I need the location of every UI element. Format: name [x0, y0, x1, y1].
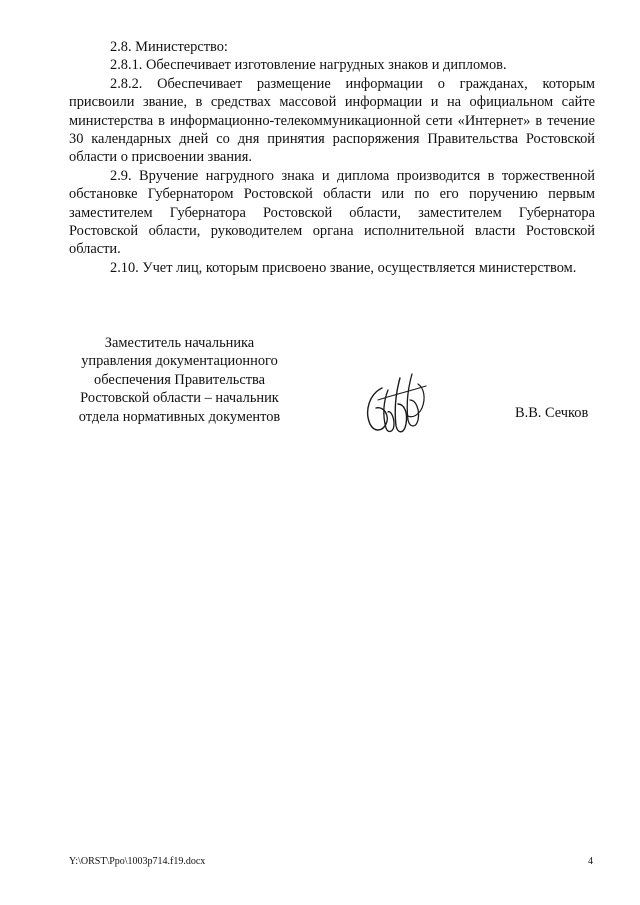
paragraph-2-10: 2.10. Учет лиц, которым присвоено звание, осуществляется министерством. — [110, 259, 577, 276]
signatory-position — [57, 334, 302, 426]
page-number: 4 — [588, 856, 593, 867]
document-body — [69, 38, 595, 277]
footer-file-path: Y:\ORST\Ppo\1003p714.f19.docx — [69, 856, 206, 867]
handwritten-signature — [360, 370, 440, 440]
paragraph-2-8-2: 2.8.2. Обеспечивает размещение информации о гражданах, которым присвоили звание, в средствах массовой информации и на официальном сайте министерства в информационно-телекоммуникационной сети «Интернет» в течение 30 календарных дней со дня принятия распоряжения Правительства Ростовской области о присвоении звания. — [69, 75, 595, 166]
signatory-position-line: отдела нормативных документов — [78, 408, 281, 425]
paragraph-2-9: 2.9. Вручение нагрудного знака и диплома производится в торжественной обстановке Губернатором Ростовской области или по его поручению первым заместителем Губернатора Ростовской области, заместителем Губернатора Ростовской области, руководителем органа исполнительной власти Ростовской области. — [69, 167, 595, 258]
signatory-name: В.В. Сечков — [515, 405, 589, 421]
paragraph-2-8: 2.8. Министерство: — [110, 39, 228, 55]
signatory-position-line: Ростовской области – начальник — [80, 390, 279, 407]
signatory-position-line: управления документационного — [81, 353, 278, 370]
paragraph-2-8-1: 2.8.1. Обеспечивает изготовление нагрудных знаков и дипломов. — [110, 57, 507, 74]
signatory-position-line: обеспечения Правительства — [94, 371, 265, 388]
signatory-position-line: Заместитель начальника — [104, 335, 255, 351]
